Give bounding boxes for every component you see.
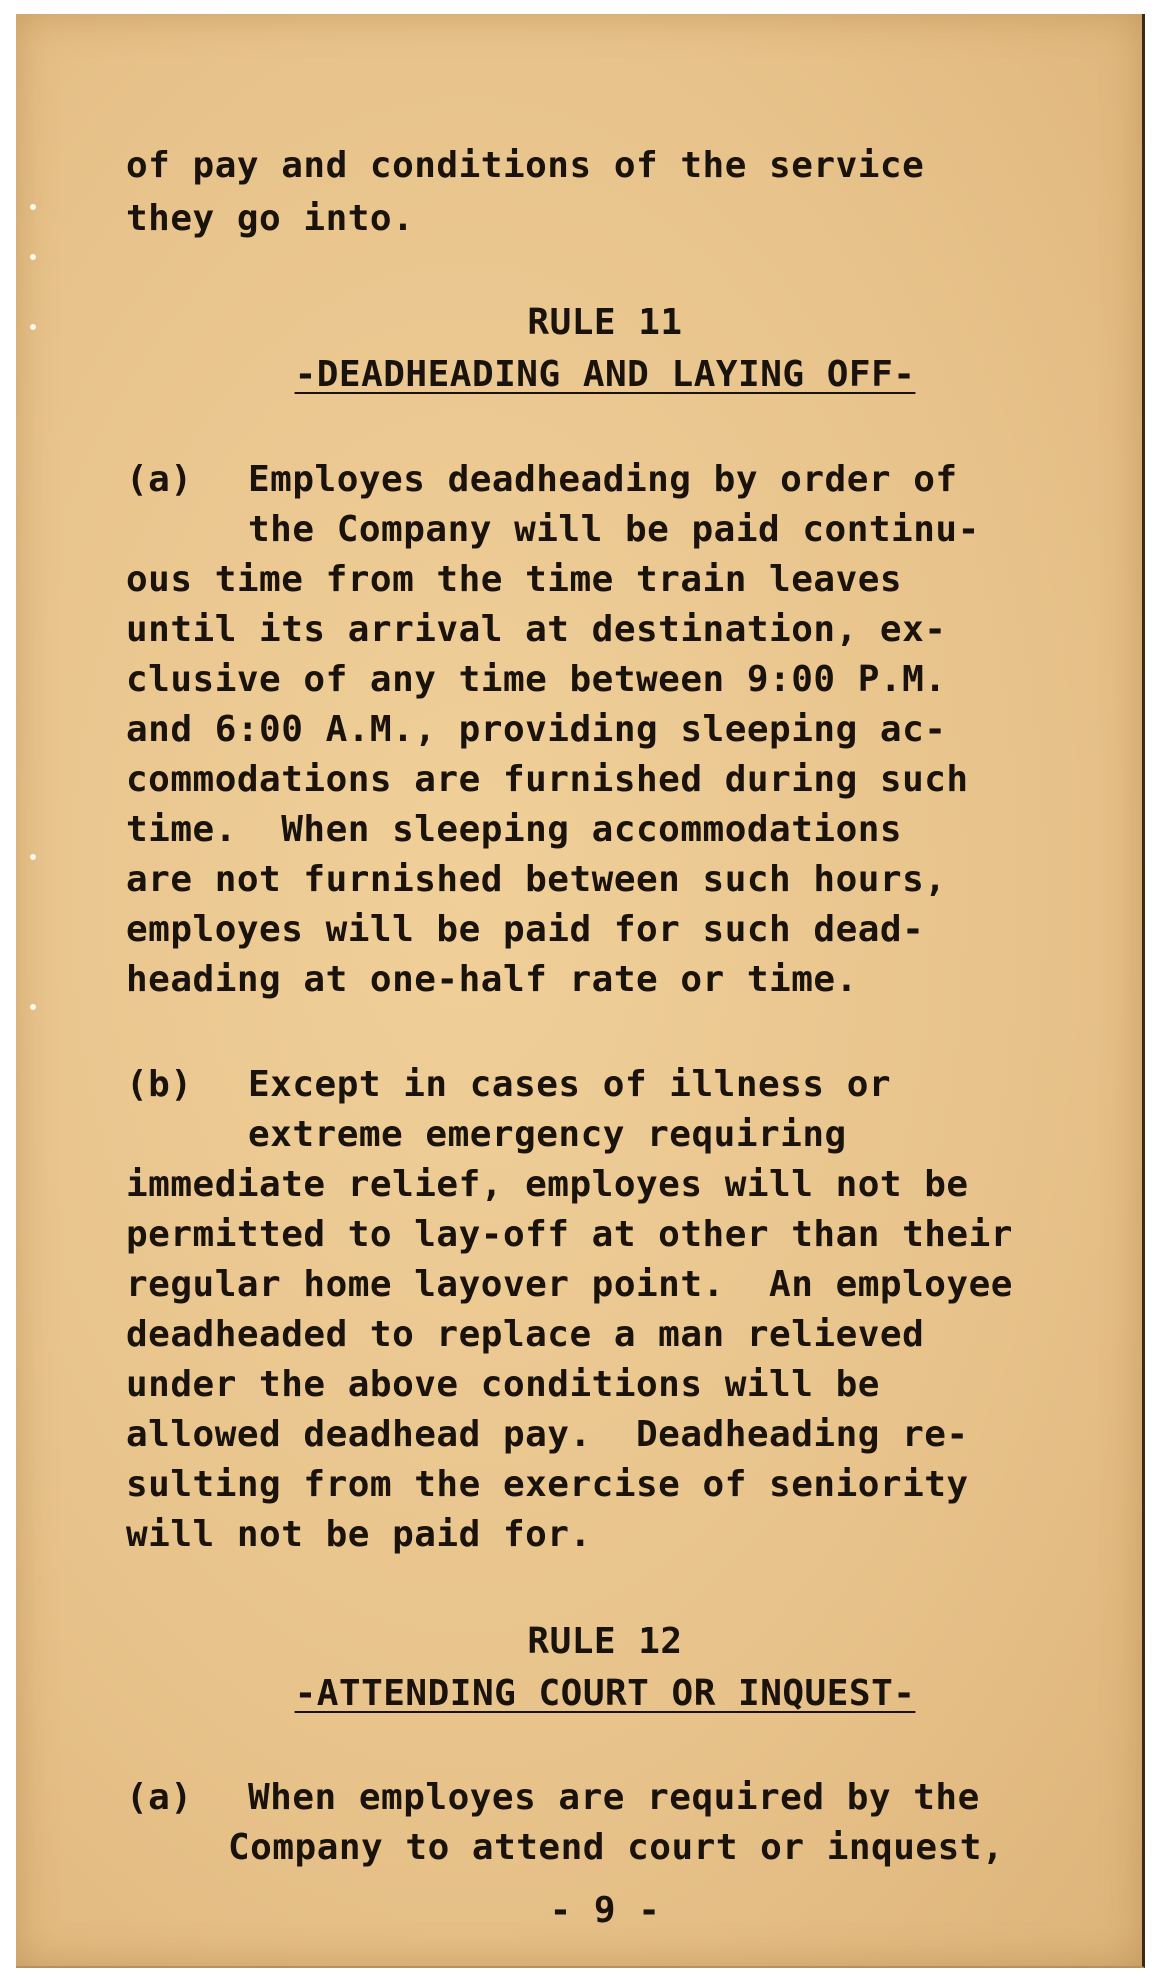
rule-11-number: RULE 11 xyxy=(527,302,683,343)
intro-line: of pay and conditions of the service xyxy=(126,145,925,186)
rule-12-title: -ATTENDING COURT OR INQUEST- xyxy=(294,1673,916,1714)
rule-11-b-line: sulting from the exercise of seniority xyxy=(126,1464,969,1505)
rule-11-b-line: permitted to lay-off at other than their xyxy=(126,1214,1013,1255)
rule-11-a-line: ous time from the time train leaves xyxy=(126,559,903,600)
rule-11-b-line: Except in cases of illness or xyxy=(248,1064,892,1105)
rule-11-a-line: the Company will be paid continu- xyxy=(248,509,980,550)
rule-11-b-line: extreme emergency requiring xyxy=(248,1114,847,1155)
page-number: - 9 - xyxy=(549,1890,661,1931)
rule-12-a-line: When employes are required by the xyxy=(248,1777,980,1818)
rule-11-a-line: until its arrival at destination, ex- xyxy=(126,609,947,650)
rule-11-b-line: under the above conditions will be xyxy=(126,1364,880,1405)
rule-11-a-line: clusive of any time between 9:00 P.M. xyxy=(126,659,947,700)
rule-11-a-line: time. When sleeping accommodations xyxy=(126,809,903,850)
intro-line: they go into. xyxy=(126,198,415,239)
rule-11-a-line: heading at one-half rate or time. xyxy=(126,959,858,1000)
paragraph-label: (a) xyxy=(126,1777,193,1818)
paragraph-label: (a) xyxy=(126,459,193,500)
rule-11-title: -DEADHEADING AND LAYING OFF- xyxy=(294,354,916,395)
rule-12-number: RULE 12 xyxy=(527,1621,683,1662)
rule-11-b-line: allowed deadhead pay. Deadheading re- xyxy=(126,1414,969,1455)
rule-11-a-line: Employes deadheading by order of xyxy=(248,459,958,500)
rule-11-b-line: will not be paid for. xyxy=(126,1514,592,1555)
rule-11-a-line: employes will be paid for such dead- xyxy=(126,909,925,950)
rule-11-b-line: immediate relief, employes will not be xyxy=(126,1164,969,1205)
rule-11-b-line: deadheaded to replace a man relieved xyxy=(126,1314,925,1355)
rule-11-b-line: regular home layover point. An employee xyxy=(126,1264,1013,1305)
rule-11-a-line: and 6:00 A.M., providing sleeping ac- xyxy=(126,709,947,750)
rule-11-a-line: commodations are furnished during such xyxy=(126,759,969,800)
rule-12-a-line: Company to attend court or inquest, xyxy=(228,1827,1005,1868)
rule-11-a-line: are not furnished between such hours, xyxy=(126,859,947,900)
paragraph-label: (b) xyxy=(126,1064,193,1105)
